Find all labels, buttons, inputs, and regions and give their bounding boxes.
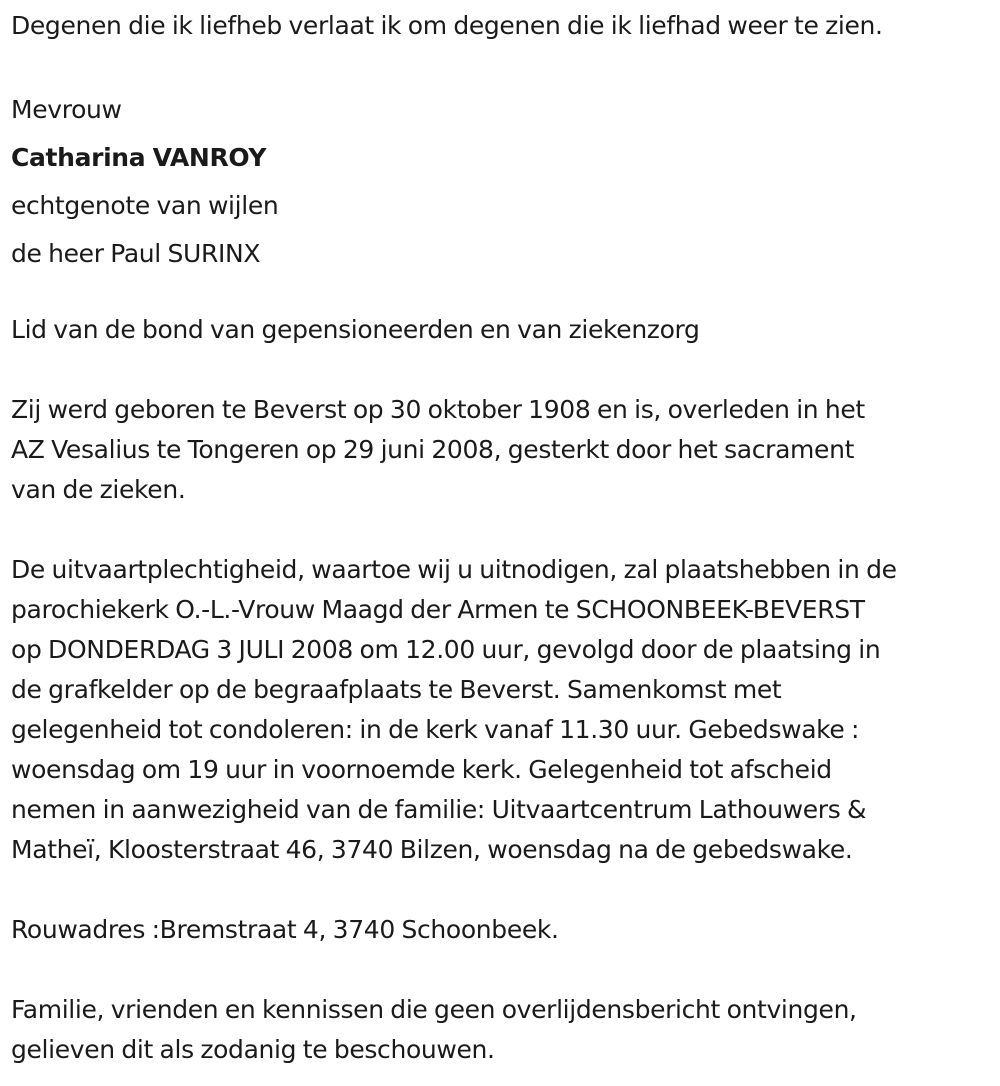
paragraph-line: parochiekerk O.-L.-Vrouw Maagd der Armen te SCHOONBEEK-BEVERST	[11, 595, 865, 624]
paragraph-line: De uitvaartplechtigheid, waartoe wij u uitnodigen, zal plaatshebben in de	[11, 555, 897, 584]
paragraph-line: op DONDERDAG 3 JULI 2008 om 12.00 uur, gevolgd door de plaatsing in	[11, 635, 881, 664]
paragraph-line: Matheï, Kloosterstraat 46, 3740 Bilzen, woensdag na de gebedswake.	[11, 835, 853, 864]
paragraph-line: Familie, vrienden en kennissen die geen overlijdensbericht ontvingen,	[11, 995, 857, 1024]
deceased-name: Catharina VANROY	[11, 143, 267, 172]
honorific: Mevrouw	[11, 95, 122, 124]
opening-quote	[11, 6, 883, 46]
family-note-paragraph	[11, 990, 857, 1070]
paragraph-line: gelegenheid tot condoleren: in de kerk vanaf 11.30 uur. Gebedswake :	[11, 715, 860, 744]
paragraph-line: AZ Vesalius te Tongeren op 29 juni 2008, gesterkt door het sacrament	[11, 435, 855, 464]
funeral-paragraph	[11, 550, 897, 870]
paragraph-line: van de zieken.	[11, 475, 186, 504]
membership-line: Lid van de bond van gepensioneerden en van ziekenzorg	[11, 315, 700, 344]
paragraph-line: Zij werd geboren te Beverst op 30 oktober 1908 en is, overleden in het	[11, 395, 865, 424]
membership-paragraph	[11, 310, 700, 350]
quote-line: Degenen die ik liefheb verlaat ik om degenen die ik liefhad weer te zien.	[11, 11, 883, 40]
paragraph-line: gelieven dit als zodanig te beschouwen.	[11, 1035, 495, 1064]
deceased-block	[11, 86, 278, 278]
birth-death-paragraph	[11, 390, 865, 510]
mourning-address: Rouwadres :Bremstraat 4, 3740 Schoonbeek.	[11, 915, 559, 944]
spouse-name: de heer Paul SURINX	[11, 239, 261, 268]
paragraph-line: de grafkelder op de begraafplaats te Beverst. Samenkomst met	[11, 675, 782, 704]
relation-text: echtgenote van wijlen	[11, 191, 279, 220]
paragraph-line: nemen in aanwezigheid van de familie: Uitvaartcentrum Lathouwers &	[11, 795, 867, 824]
mourning-address-paragraph	[11, 910, 559, 950]
paragraph-line: woensdag om 19 uur in voornoemde kerk. Gelegenheid tot afscheid	[11, 755, 832, 784]
